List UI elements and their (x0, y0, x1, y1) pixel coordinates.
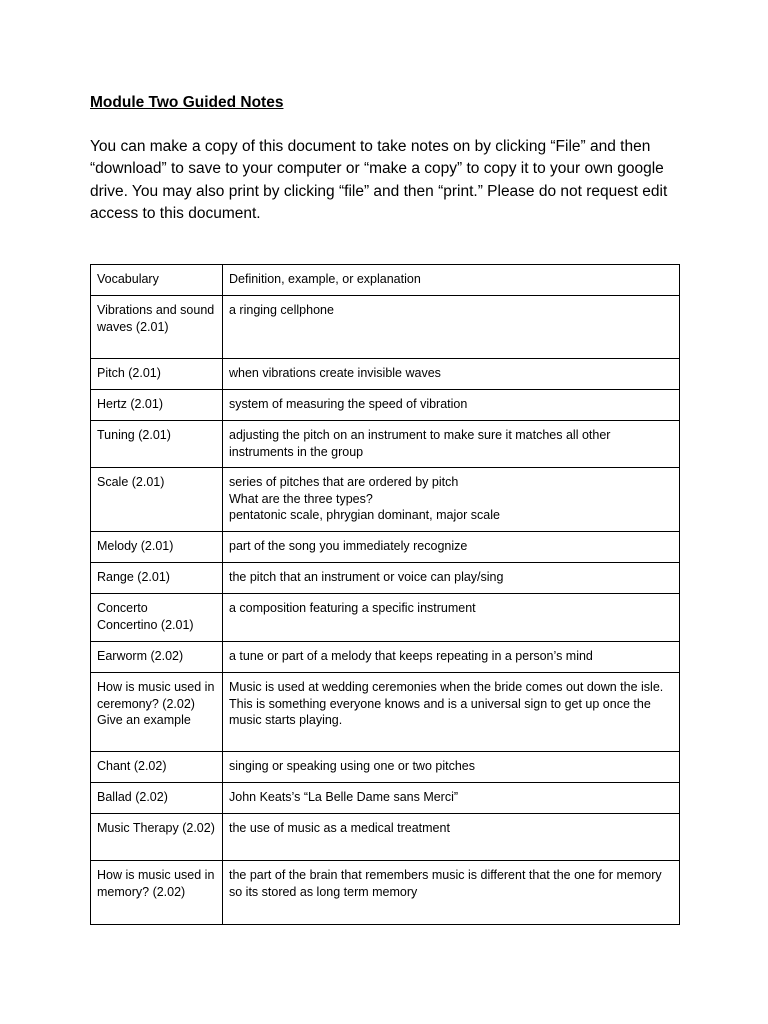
term-cell: Earworm (2.02) (91, 642, 223, 673)
term-cell: Chant (2.02) (91, 752, 223, 783)
table-row (91, 673, 680, 752)
term-cell: Scale (2.01) (91, 468, 223, 532)
definition-cell: when vibrations create invisible waves (223, 359, 680, 390)
table-row (91, 421, 680, 468)
definition-cell: adjusting the pitch on an instrument to make sure it matches all other instruments in the group (223, 421, 680, 468)
term-cell: Music Therapy (2.02) (91, 814, 223, 861)
definition-cell: series of pitches that are ordered by pitch What are the three types? pentatonic scale, phrygian dominant, major scale (223, 468, 680, 532)
header-vocabulary: Vocabulary (91, 265, 223, 296)
definition-cell: a composition featuring a specific instrument (223, 594, 680, 642)
term-cell: Hertz (2.01) (91, 390, 223, 421)
definition-cell: the use of music as a medical treatment (223, 814, 680, 861)
table-row (91, 783, 680, 814)
definition-cell: the part of the brain that remembers music is different that the one for memory so its stored as long term memory (223, 861, 680, 925)
term-cell: Melody (2.01) (91, 532, 223, 563)
table-row (91, 563, 680, 594)
term-cell: Pitch (2.01) (91, 359, 223, 390)
table-row (91, 861, 680, 925)
table-row (91, 359, 680, 390)
table-row (91, 642, 680, 673)
definition-cell: John Keats’s “La Belle Dame sans Merci” (223, 783, 680, 814)
table-row (91, 296, 680, 359)
definition-cell: system of measuring the speed of vibration (223, 390, 680, 421)
intro-paragraph: You can make a copy of this document to take notes on by clicking “File” and then “download” to save to your computer or “make a copy” to copy it to your own google drive. You may also print by clicking “file” and then “print.” Please do not request edit access to this document. (90, 138, 668, 222)
document-title: Module Two Guided Notes (90, 94, 284, 111)
definition-cell: the pitch that an instrument or voice can play/sing (223, 563, 680, 594)
table-row (91, 814, 680, 861)
term-cell: Vibrations and sound waves (2.01) (91, 296, 223, 359)
definition-cell: part of the song you immediately recognize (223, 532, 680, 563)
table-row (91, 390, 680, 421)
definition-cell: Music is used at wedding ceremonies when the bride comes out down the isle. This is something everyone knows and is a universal sign to get up once the music starts playing. (223, 673, 680, 752)
table-row (91, 594, 680, 642)
vocabulary-table (90, 264, 680, 925)
definition-cell: a tune or part of a melody that keeps repeating in a person’s mind (223, 642, 680, 673)
term-cell: Range (2.01) (91, 563, 223, 594)
term-cell: How is music used in ceremony? (2.02) Give an example (91, 673, 223, 752)
table-row (91, 468, 680, 532)
header-definition: Definition, example, or explanation (223, 265, 680, 296)
term-cell: Ballad (2.02) (91, 783, 223, 814)
table-row (91, 532, 680, 563)
table-header-row (91, 265, 680, 296)
term-cell: How is music used in memory? (2.02) (91, 861, 223, 925)
definition-cell: singing or speaking using one or two pitches (223, 752, 680, 783)
term-cell: Concerto Concertino (2.01) (91, 594, 223, 642)
definition-cell: a ringing cellphone (223, 296, 680, 359)
table-row (91, 752, 680, 783)
term-cell: Tuning (2.01) (91, 421, 223, 468)
